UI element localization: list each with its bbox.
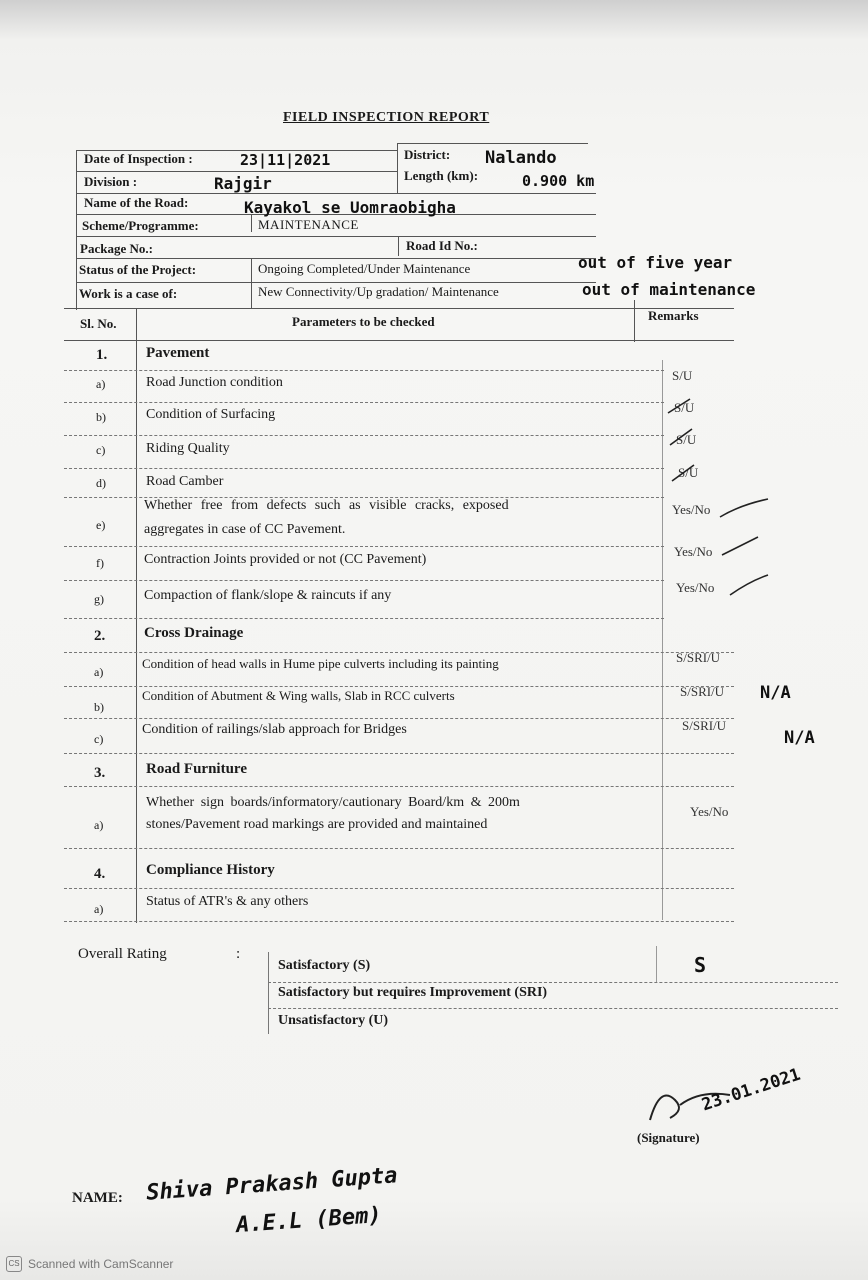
row-sl: g): [94, 592, 104, 606]
row-param: Road Junction condition: [146, 375, 283, 390]
row-param: Contraction Joints provided or not (CC Pavement): [144, 552, 427, 567]
row-divider: [64, 580, 664, 581]
division-value: Rajgir: [214, 174, 272, 193]
rating-label: Overall Rating: [78, 946, 167, 962]
col-remarks-header: Remarks: [648, 308, 699, 323]
row-divider: [64, 753, 734, 754]
row-param: Condition of Abutment & Wing walls, Slab in RCC culverts: [142, 688, 455, 703]
row-divider: [64, 435, 664, 436]
camscanner-logo: CS: [6, 1256, 22, 1272]
header-line: [76, 236, 596, 237]
row-remark: S/SRI/U: [682, 718, 727, 733]
row-param: Condition of Surfacing: [146, 407, 276, 422]
package-label: Package No.:: [80, 241, 153, 256]
row-remark: Yes/No: [674, 544, 713, 559]
header-left-border: [76, 150, 77, 310]
row-param: Whether free from defects such as visible cracks, exposed: [144, 498, 509, 513]
row-remark: S/U: [678, 465, 699, 480]
road-id-label: Road Id No.:: [406, 238, 478, 253]
date-value: 23|11|2021: [240, 151, 331, 169]
handwritten-marks: [650, 395, 780, 615]
row-sl: 4.: [94, 866, 106, 882]
row-sl: a): [94, 902, 104, 916]
work-note: out of maintenance: [582, 280, 756, 299]
row-divider: [64, 468, 664, 469]
row-remark: Yes/No: [690, 804, 729, 819]
rating-box-border: [268, 952, 269, 1034]
table-col-divider: [634, 300, 635, 342]
row-sl: c): [94, 732, 104, 746]
row-sl: d): [96, 476, 106, 490]
division-label: Division :: [84, 174, 138, 189]
row-sl: a): [96, 377, 106, 391]
row-param-cont: stones/Pavement road markings are provided and maintained: [146, 817, 488, 832]
row-divider: [64, 618, 664, 619]
rating-box-divider: [656, 946, 657, 982]
row-param: Condition of railings/slab approach for Bridges: [142, 722, 407, 737]
row-param-cont: aggregates in case of CC Pavement.: [144, 522, 346, 537]
district-value: Nalando: [485, 148, 557, 168]
row-divider: [64, 402, 664, 403]
rating-value: S: [694, 953, 707, 977]
row-remark: Yes/No: [672, 502, 711, 517]
length-value: 0.900 km: [522, 172, 595, 190]
row-remark: S/U: [676, 432, 697, 447]
work-value: New Connectivity/Up gradation/ Maintenance: [258, 284, 499, 299]
table-col-divider: [136, 308, 137, 923]
header-divider: [398, 236, 399, 256]
section-compliance-history: Compliance History: [146, 862, 275, 878]
header-line: [76, 171, 398, 172]
section-road-furniture: Road Furniture: [146, 761, 247, 777]
row-divider: [64, 686, 734, 687]
status-label: Status of the Project:: [79, 262, 197, 277]
row-divider: [64, 718, 734, 719]
row-sl: a): [94, 665, 104, 679]
district-label: District:: [404, 147, 451, 162]
row-remark: Yes/No: [676, 580, 715, 595]
road-name-label: Name of the Road:: [84, 195, 189, 210]
row-remark: S/U: [674, 400, 695, 415]
row-divider: [64, 848, 734, 849]
row-sl: 3.: [94, 765, 106, 781]
road-name-value: Kayakol se Uomraobigha: [244, 198, 456, 217]
row-param: Status of ATR's & any others: [146, 894, 309, 909]
row-sl: 1.: [96, 347, 108, 363]
row-param: Whether sign boards/informatory/cautionary Board/km & 200m: [146, 795, 520, 810]
row-remark: S/SRI/U: [676, 650, 721, 665]
row-param: Compaction of flank/slope & raincuts if any: [144, 588, 392, 603]
rating-divider: [268, 982, 838, 983]
scheme-value: MAINTENANCE: [258, 217, 359, 232]
name-designation: A.E.L (Bem): [235, 1202, 383, 1239]
row-divider: [64, 546, 664, 547]
row-note: N/A: [784, 728, 815, 748]
header-line: [76, 193, 596, 194]
name-value: Shiva Prakash Gupta: [145, 1163, 399, 1206]
work-label: Work is a case of:: [79, 286, 178, 301]
header-divider: [251, 258, 252, 308]
report-title: FIELD INSPECTION REPORT: [283, 110, 490, 125]
header-line: [76, 258, 596, 259]
row-divider: [64, 888, 734, 889]
row-divider: [64, 921, 734, 922]
row-divider: [64, 786, 734, 787]
header-line: [76, 282, 596, 283]
length-label: Length (km):: [404, 168, 479, 183]
rating-divider: [268, 1008, 838, 1009]
rating-colon: :: [236, 946, 241, 962]
rating-option: Unsatisfactory (U): [278, 1013, 389, 1028]
status-value: Ongoing Completed/Under Maintenance: [258, 261, 471, 276]
row-sl: b): [96, 410, 106, 424]
col-sl-header: Sl. No.: [80, 316, 117, 331]
section-cross-drainage: Cross Drainage: [144, 625, 244, 641]
row-sl: a): [94, 818, 104, 832]
row-sl: e): [96, 518, 106, 532]
status-note: out of five year: [578, 253, 733, 272]
row-sl: 2.: [94, 628, 106, 644]
row-sl: f): [96, 556, 104, 570]
section-pavement: Pavement: [146, 345, 210, 361]
row-param: Riding Quality: [146, 441, 230, 456]
row-note: N/A: [760, 683, 791, 703]
col-param-header: Parameters to be checked: [292, 314, 435, 329]
table-header-border: [64, 340, 734, 341]
name-label: NAME:: [72, 1190, 123, 1206]
row-param: Road Camber: [146, 474, 224, 489]
scheme-label: Scheme/Programme:: [82, 218, 199, 233]
row-remark: S/U: [672, 368, 693, 383]
row-remark: S/SRI/U: [680, 684, 725, 699]
signature-label: (Signature): [637, 1130, 700, 1145]
row-sl: b): [94, 700, 104, 714]
row-divider: [64, 370, 664, 371]
row-divider: [64, 652, 734, 653]
row-sl: c): [96, 443, 106, 457]
date-label: Date of Inspection :: [84, 151, 193, 166]
rating-option: Satisfactory but requires Improvement (SRI): [278, 985, 548, 1000]
row-param: Condition of head walls in Hume pipe culverts including its painting: [142, 656, 499, 671]
rating-option: Satisfactory (S): [278, 958, 371, 973]
scanner-watermark: Scanned with CamScanner: [28, 1257, 174, 1271]
header-line: [398, 143, 588, 144]
signature-date: 23.01.2021: [699, 1064, 803, 1116]
